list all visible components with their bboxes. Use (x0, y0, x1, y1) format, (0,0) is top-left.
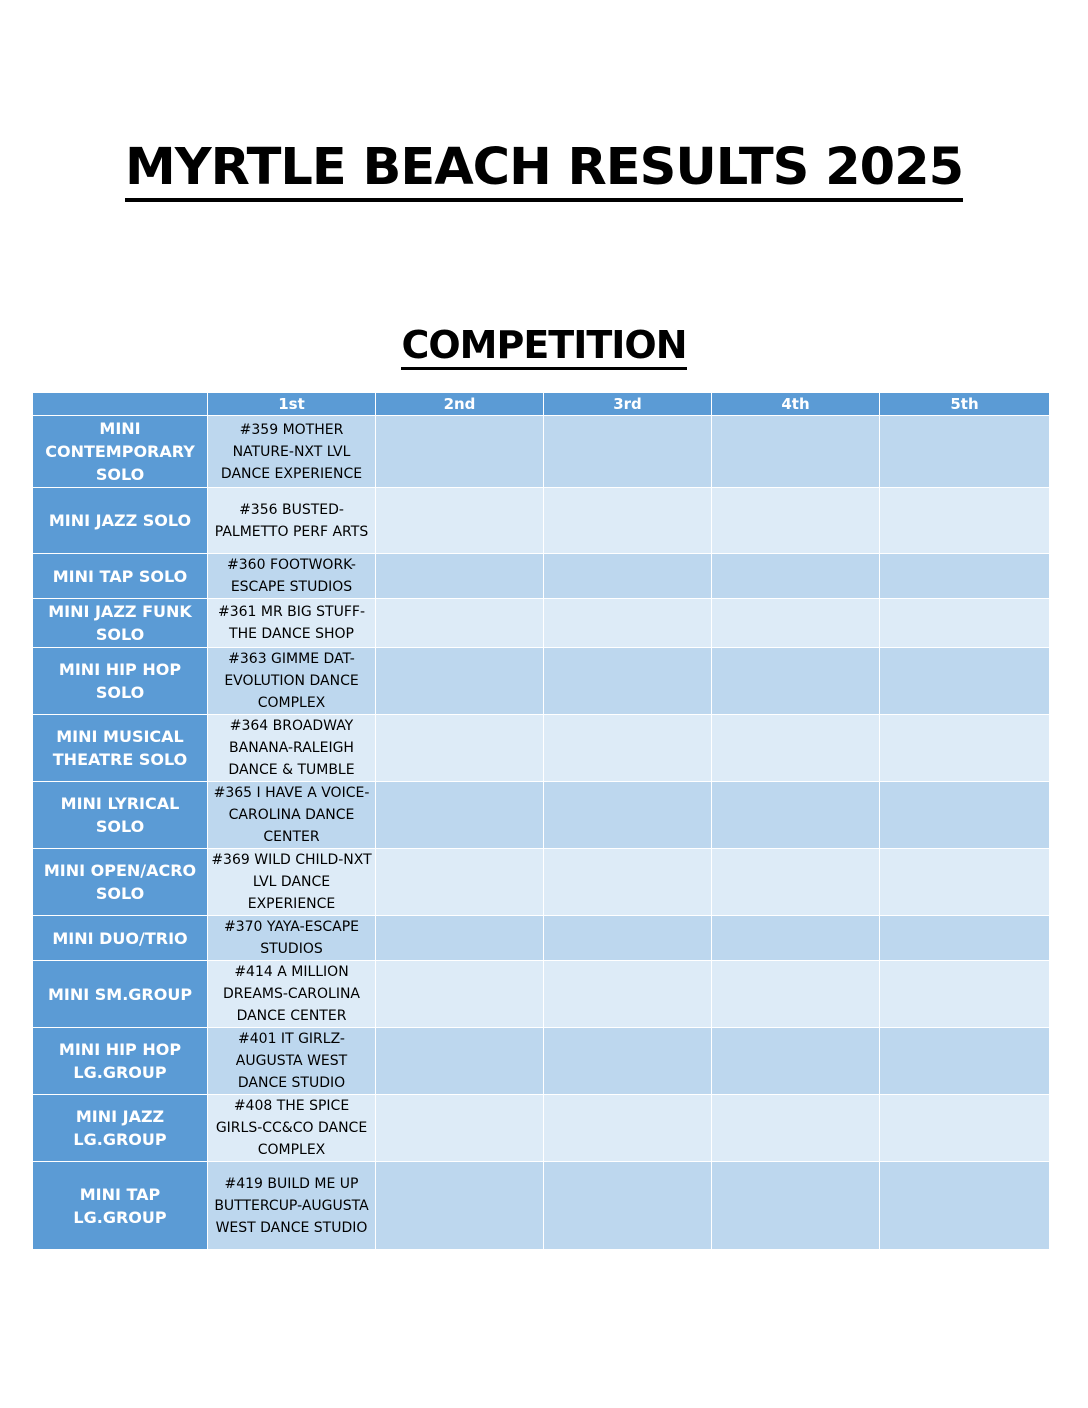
place-5-cell (880, 961, 1050, 1028)
place-4-cell (712, 599, 880, 648)
place-1-cell: #359 MOTHER NATURE-NXT LVL DANCE EXPERIENCE (208, 416, 376, 488)
place-1-cell: #408 THE SPICE GIRLS-CC&CO DANCE COMPLEX (208, 1095, 376, 1162)
results-table-header (33, 393, 1050, 416)
place-3-cell (544, 715, 712, 782)
place-1-cell: #360 FOOTWORK-ESCAPE STUDIOS (208, 554, 376, 599)
place-3-cell (544, 961, 712, 1028)
place-2-cell (376, 416, 544, 488)
place-3-cell (544, 648, 712, 715)
header-category (33, 393, 208, 416)
place-4-cell (712, 1028, 880, 1095)
place-1-cell: #365 I HAVE A VOICE-CAROLINA DANCE CENTER (208, 782, 376, 849)
category-cell: MINI HIP HOP SOLO (33, 648, 208, 715)
place-4-cell (712, 1095, 880, 1162)
place-1-cell: #356 BUSTED-PALMETTO PERF ARTS (208, 488, 376, 554)
place-5-cell (880, 782, 1050, 849)
place-2-cell (376, 599, 544, 648)
place-1-cell: #364 BROADWAY BANANA-RALEIGH DANCE & TUMBLE (208, 715, 376, 782)
category-cell: MINI DUO/TRIO (33, 916, 208, 961)
results-table-body (33, 416, 1050, 1250)
place-4-cell (712, 849, 880, 916)
place-5-cell (880, 488, 1050, 554)
place-5-cell (880, 1028, 1050, 1095)
place-3-cell (544, 849, 712, 916)
table-row (33, 782, 1050, 849)
place-2-cell (376, 648, 544, 715)
place-2-cell (376, 488, 544, 554)
category-cell: MINI JAZZ FUNK SOLO (33, 599, 208, 648)
category-cell: MINI TAP LG.GROUP (33, 1162, 208, 1250)
table-row (33, 648, 1050, 715)
place-1-cell: #369 WILD CHILD-NXT LVL DANCE EXPERIENCE (208, 849, 376, 916)
header-1st: 1st (208, 393, 376, 416)
place-1-cell: #401 IT GIRLZ-AUGUSTA WEST DANCE STUDIO (208, 1028, 376, 1095)
place-2-cell (376, 849, 544, 916)
table-row (33, 1095, 1050, 1162)
place-1-cell: #370 YAYA-ESCAPE STUDIOS (208, 916, 376, 961)
place-3-cell (544, 1162, 712, 1250)
header-5th: 5th (880, 393, 1050, 416)
place-3-cell (544, 1095, 712, 1162)
category-cell: MINI TAP SOLO (33, 554, 208, 599)
place-5-cell (880, 1162, 1050, 1250)
place-3-cell (544, 599, 712, 648)
results-table (32, 392, 1050, 1250)
place-1-cell: #361 MR BIG STUFF-THE DANCE SHOP (208, 599, 376, 648)
category-cell: MINI CONTEMPORARY SOLO (33, 416, 208, 488)
place-4-cell (712, 715, 880, 782)
place-2-cell (376, 916, 544, 961)
place-4-cell (712, 416, 880, 488)
table-row (33, 916, 1050, 961)
place-5-cell (880, 715, 1050, 782)
table-row (33, 1028, 1050, 1095)
place-2-cell (376, 961, 544, 1028)
place-1-cell: #414 A MILLION DREAMS-CAROLINA DANCE CENTER (208, 961, 376, 1028)
category-cell: MINI SM.GROUP (33, 961, 208, 1028)
header-2nd: 2nd (376, 393, 544, 416)
category-cell: MINI MUSICAL THEATRE SOLO (33, 715, 208, 782)
place-5-cell (880, 599, 1050, 648)
place-5-cell (880, 554, 1050, 599)
place-1-cell: #363 GIMME DAT-EVOLUTION DANCE COMPLEX (208, 648, 376, 715)
category-cell: MINI HIP HOP LG.GROUP (33, 1028, 208, 1095)
section-title-text: COMPETITION (401, 323, 686, 370)
header-row (33, 393, 1050, 416)
page-title (0, 136, 1088, 202)
table-row (33, 416, 1050, 488)
place-5-cell (880, 416, 1050, 488)
place-4-cell (712, 782, 880, 849)
place-1-cell: #419 BUILD ME UP BUTTERCUP-AUGUSTA WEST DANCE STUDIO (208, 1162, 376, 1250)
place-2-cell (376, 1028, 544, 1095)
place-2-cell (376, 554, 544, 599)
place-5-cell (880, 648, 1050, 715)
place-5-cell (880, 1095, 1050, 1162)
place-4-cell (712, 916, 880, 961)
table-row (33, 961, 1050, 1028)
place-3-cell (544, 416, 712, 488)
category-cell: MINI LYRICAL SOLO (33, 782, 208, 849)
place-3-cell (544, 488, 712, 554)
table-row (33, 849, 1050, 916)
place-2-cell (376, 782, 544, 849)
table-row (33, 715, 1050, 782)
header-4th: 4th (712, 393, 880, 416)
place-3-cell (544, 916, 712, 961)
category-cell: MINI OPEN/ACRO SOLO (33, 849, 208, 916)
table-row (33, 599, 1050, 648)
place-4-cell (712, 554, 880, 599)
place-5-cell (880, 916, 1050, 961)
category-cell: MINI JAZZ LG.GROUP (33, 1095, 208, 1162)
place-3-cell (544, 1028, 712, 1095)
header-3rd: 3rd (544, 393, 712, 416)
place-3-cell (544, 782, 712, 849)
place-4-cell (712, 961, 880, 1028)
place-3-cell (544, 554, 712, 599)
table-row (33, 1162, 1050, 1250)
place-2-cell (376, 1095, 544, 1162)
page-title-text: MYRTLE BEACH RESULTS 2025 (125, 138, 963, 202)
place-2-cell (376, 715, 544, 782)
place-2-cell (376, 1162, 544, 1250)
place-4-cell (712, 1162, 880, 1250)
table-row (33, 554, 1050, 599)
place-4-cell (712, 648, 880, 715)
section-title (0, 322, 1088, 370)
place-5-cell (880, 849, 1050, 916)
place-4-cell (712, 488, 880, 554)
table-row (33, 488, 1050, 554)
category-cell: MINI JAZZ SOLO (33, 488, 208, 554)
